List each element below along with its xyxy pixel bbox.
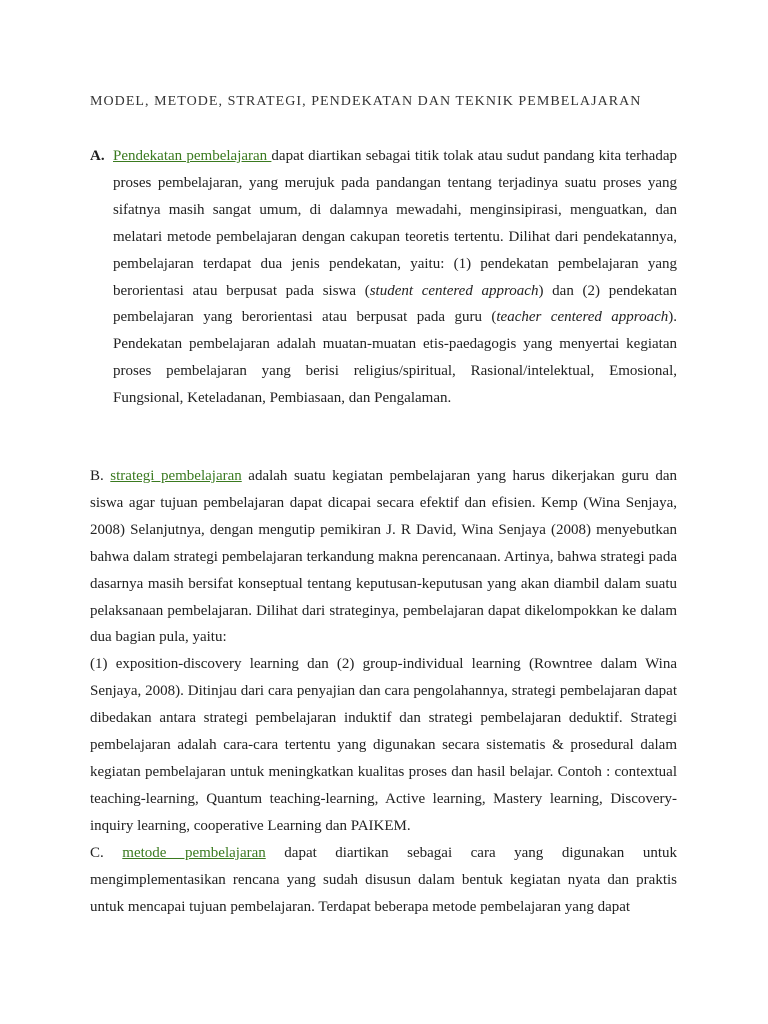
section-a-paragraph	[113, 143, 677, 412]
section-c-text-1: dapat diartikan sebagai cara yang digunakan untuk mengimplementasikan rencana yang sudah disusun dalam bentuk kegiatan nyata dan praktis untuk mencapai tujuan pembelajaran. Terdapat beberapa metode pembelajaran yang dapat	[90, 844, 677, 915]
section-c-marker: C.	[90, 844, 104, 861]
section-b-marker: B.	[90, 468, 104, 484]
section-a-marker: A.	[90, 148, 105, 164]
section-a-italic-1: student centered approach	[369, 282, 539, 299]
section-a-text-1: dapat diartikan sebagai titik tolak atau sudut pandang kita terhadap proses pembelajaran, yang merujuk pada pandangan tentang terjadinya suatu proses yang sifatnya masih sangat umum, di dalamnya mewadahi, menginsipirasi, menguatkan, dan melatari metode pembelajaran dengan cakupan teoretis tertentu. Dilihat dari pendekatannya, pembelajaran terdapat dua jenis pendekatan, yaitu: (1) pendekatan pembelajaran yang berorientasi atau berpusat pada siswa (	[113, 148, 677, 299]
section-c-paragraph	[90, 840, 677, 921]
page-title: MODEL, METODE, STRATEGI, PENDEKATAN DAN TEKNIK PEMBELAJARAN	[90, 94, 642, 109]
strategi-pembelajaran-link[interactable]: strategi pembelajaran	[110, 468, 242, 484]
section-b-text-2: (1) exposition-discovery learning dan (2) group-individual learning (Rowntree dalam Wina Senjaya, 2008). Ditinjau dari cara penyajian dan cara pengolahannya, strategi pembelajaran dapat dibedakan antara strategi pembelajaran induktif dan strategi pembelajaran deduktif. Strategi pembelajaran adalah cara-cara tertentu yang digunakan secara sistematis & prosedural dalam kegiatan pembelajaran untuk meningkatkan kualitas proses dan hasil belajar. Contoh : contextual teaching-learning, Quantum teaching-learning, Active learning, Mastery learning, Discovery-inquiry learning, cooperative Learning dan PAIKEM.	[90, 656, 677, 834]
section-b-paragraph-2	[90, 651, 677, 839]
section-b-c	[90, 463, 677, 920]
section-b-paragraph	[90, 463, 677, 651]
section-b-text-1: adalah suatu kegiatan pembelajaran yang harus dikerjakan guru dan siswa agar tujuan pembelajaran dapat dicapai secara efektif dan efisien. Kemp (Wina Senjaya, 2008) Selanjutnya, dengan mengutip pemikiran J. R David, Wina Senjaya (2008) menyebutkan bahwa dalam strategi pembelajaran terkandung makna perencanaan. Artinya, bahwa strategi pada dasarnya masih bersifat konseptual tentang keputusan-keputusan yang akan diambil dalam suatu pelaksanaan pembelajaran. Dilihat dari strateginya, pembelajaran dapat dikelompokkan ke dalam dua bagian pula, yaitu:	[90, 468, 677, 646]
metode-pembelajaran-link[interactable]: metode pembelajaran	[122, 844, 266, 861]
section-a	[90, 143, 677, 412]
section-a-text-3: ). Pendekatan pembelajaran adalah muatan-muatan etis-paedagogis yang menyertai kegiatan proses pembelajaran yang berisi religius/spiritual, Rasional/intelektual, Emosional, Fungsional, Keteladanan, Pembiasaan, dan Pengalaman.	[113, 309, 678, 407]
section-a-text-2: ) dan (2) pendekatan pembelajaran yang berorientasi atau berpusat pada guru (	[113, 282, 677, 326]
section-a-italic-2: teacher centered approach	[496, 309, 669, 326]
pendekatan-pembelajaran-link[interactable]: Pendekatan pembelajaran	[113, 148, 272, 164]
